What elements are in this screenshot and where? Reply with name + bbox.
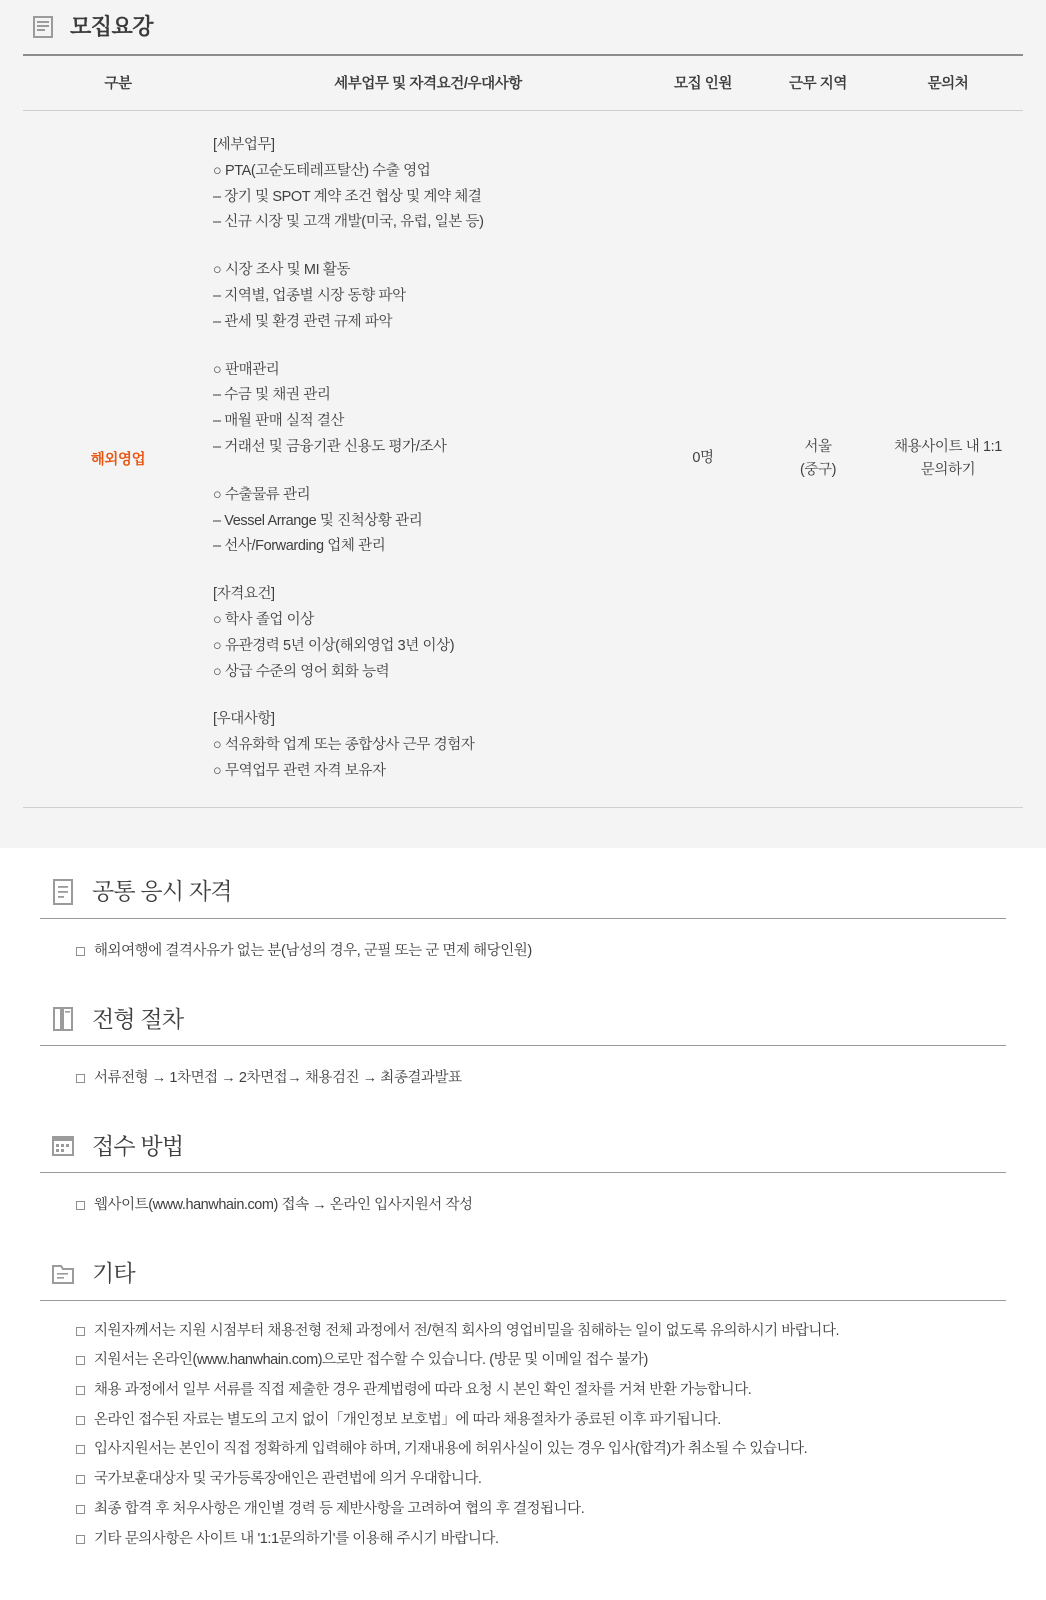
- document-icon: [50, 878, 76, 906]
- detail-line: ○ 수출물류 관리: [213, 486, 311, 503]
- detail-line: ○ 석유화학 업계 또는 종합상사 근무 경험자: [213, 737, 475, 754]
- recruit-table: [23, 54, 1023, 808]
- list-item: 서류전형 → 1차면접 → 2차면접→ 채용검진 → 최종결과발표: [76, 1064, 1006, 1092]
- detail-line: ○ PTA(고순도테레프탈산) 수출 영업: [213, 162, 431, 179]
- detail-line: ○ 시장 조사 및 MI 활동: [213, 262, 351, 279]
- cell-detail: [213, 111, 643, 808]
- detail-line: ○ 학사 졸업 이상: [213, 611, 314, 628]
- detail-line: [우대사항]: [213, 711, 275, 728]
- detail-line: [세부업무]: [213, 137, 275, 153]
- detail-line: [자격요건]: [213, 586, 275, 603]
- list-item: 국가보훈대상자 및 국가등록장애인은 관련법에 의거 우대합니다.: [76, 1465, 1006, 1495]
- folder-icon: [50, 1260, 76, 1288]
- col-header-gubun: 구분: [23, 55, 213, 111]
- process-header: [40, 1001, 1006, 1045]
- detail-group: [213, 582, 643, 685]
- detail-group: [213, 133, 643, 236]
- contact-line-2: 문의하기: [920, 461, 976, 478]
- cell-count: 0명: [643, 111, 763, 808]
- detail-line: – 지역별, 업종별 시장 동향 파악: [213, 287, 406, 304]
- detail-line: – 매월 판매 실적 결산: [213, 413, 345, 430]
- detail-group: [213, 258, 643, 335]
- cell-contact: [873, 111, 1023, 808]
- cell-gubun: 해외영업: [23, 111, 213, 808]
- list-item: 지원서는 온라인(www.hanwhain.com)으로만 접수할 수 있습니다. (방문 및 이메일 접수 불가): [76, 1346, 1006, 1376]
- list-item: 채용 과정에서 일부 서류를 직접 제출한 경우 관계법령에 따라 요청 시 본인 확인 절차를 거쳐 반환 가능합니다.: [76, 1376, 1006, 1406]
- area-line-1: 서울: [804, 438, 832, 455]
- recruit-section-header: [0, 0, 1046, 54]
- contact-line-1: 채용사이트 내 1:1: [894, 438, 1002, 455]
- list-item: 지원자께서는 지원 시점부터 채용전형 전체 과정에서 전/현직 회사의 영업비밀을 침해하는 일이 없도록 유의하시기 바랍니다.: [76, 1317, 1006, 1347]
- detail-line: – 거래선 및 금융기관 신용도 평가/조사: [213, 438, 447, 455]
- apply-method-header: [40, 1128, 1006, 1172]
- bottom-spacer: [0, 1564, 1046, 1590]
- lower-sections: [0, 848, 1046, 1600]
- col-header-detail: 세부업무 및 자격요건/우대사항: [213, 55, 643, 111]
- col-header-contact: 문의처: [873, 55, 1023, 111]
- etc-header: [40, 1256, 1006, 1300]
- detail-line: – 신규 시장 및 고객 개발(미국, 유럽, 일본 등): [213, 214, 484, 231]
- steps-icon: [50, 1005, 76, 1033]
- detail-line: ○ 무역업무 관련 자격 보유자: [213, 762, 386, 779]
- process-title: 전형 절차: [92, 1005, 184, 1032]
- common-qualification-header: [40, 874, 1006, 918]
- detail-group: [213, 358, 643, 461]
- detail-group: [213, 707, 643, 784]
- detail-line: ○ 상급 수준의 영어 회화 능력: [213, 663, 390, 680]
- detail-line: – 관세 및 환경 관련 규제 파악: [213, 313, 393, 330]
- col-header-count: 모집 인원: [643, 55, 763, 111]
- cell-area: [763, 111, 873, 808]
- apply-method-list: [40, 1173, 1006, 1229]
- process-section: [40, 975, 1006, 1102]
- col-header-area: 근무 지역: [763, 55, 873, 111]
- table-header-row: [23, 55, 1023, 111]
- apply-method-title: 접수 방법: [92, 1132, 184, 1159]
- recruit-section-title: 모집요강: [70, 14, 154, 39]
- common-qualification-title: 공통 응시 자격: [92, 878, 232, 905]
- etc-section: [40, 1230, 1006, 1565]
- etc-title: 기타: [92, 1260, 135, 1287]
- detail-line: ○ 판매관리: [213, 361, 280, 378]
- detail-line: – 장기 및 SPOT 계약 조건 협상 및 계약 체결: [213, 188, 482, 205]
- area-line-2: (중구): [799, 461, 837, 478]
- detail-line: ○ 유관경력 5년 이상(해외영업 3년 이상): [213, 637, 455, 654]
- calendar-icon: [50, 1132, 76, 1160]
- common-qualification-section: [40, 848, 1006, 975]
- common-qualification-list: [40, 919, 1006, 975]
- list-item: 기타 문의사항은 사이트 내 '1:1문의하기'를 이용해 주시기 바랍니다.: [76, 1525, 1006, 1555]
- detail-line: – Vessel Arrange 및 진척상황 관리: [213, 512, 423, 529]
- list-item: 최종 합격 후 처우사항은 개인별 경력 등 제반사항을 고려하여 협의 후 결정됩니다.: [76, 1495, 1006, 1525]
- list-item: 온라인 접수된 자료는 별도의 고지 없이「개인정보 보호법」에 따라 채용절차가 종료된 이후 파기됩니다.: [76, 1406, 1006, 1436]
- apply-method-section: [40, 1102, 1006, 1229]
- process-list: [40, 1046, 1006, 1102]
- list-item: 해외여행에 결격사유가 없는 분(남성의 경우, 군필 또는 군 면제 해당인원): [76, 937, 1006, 965]
- table-row: [23, 111, 1023, 808]
- etc-list: [40, 1301, 1006, 1565]
- list-item: 입사지원서는 본인이 직접 정확하게 입력해야 하며, 기재내용에 허위사실이 있는 경우 입사(합격)가 취소될 수 있습니다.: [76, 1435, 1006, 1465]
- list-item: 웹사이트(www.hanwhain.com) 접속 → 온라인 입사지원서 작성: [76, 1191, 1006, 1219]
- clipboard-icon: [30, 14, 56, 40]
- detail-line: – 수금 및 채권 관리: [213, 387, 331, 404]
- detail-line: – 선사/Forwarding 업체 관리: [213, 538, 386, 555]
- detail-group: [213, 483, 643, 560]
